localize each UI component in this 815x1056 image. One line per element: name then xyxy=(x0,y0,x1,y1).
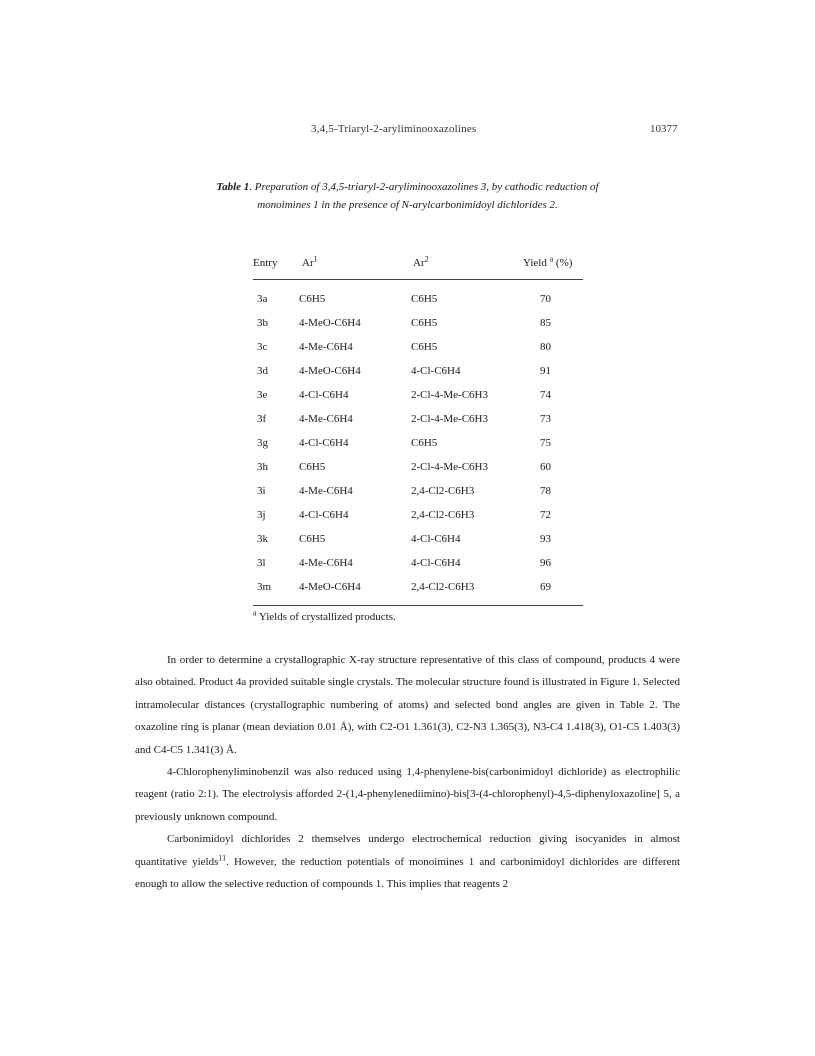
cell-entry: 3e xyxy=(257,389,268,401)
cell-ar2: 2,4-Cl2-C6H3 xyxy=(411,509,475,521)
table-row xyxy=(253,289,583,313)
body-text xyxy=(135,649,680,895)
paragraph-3-end: . However, the reduction potentials of monoimines 1 and carbonimidoyl dichlorides are different enough to allow the selective reduction of compounds 1. This implies that reagents 2 xyxy=(135,855,681,891)
cell-entry: 3h xyxy=(257,461,268,473)
cell-ar2: 2,4-Cl2-C6H3 xyxy=(411,581,475,593)
cell-ar2: C6H5 xyxy=(411,293,438,305)
cell-yield: 70 xyxy=(540,293,551,305)
paragraph-3 xyxy=(135,828,680,895)
cell-ar1: 4-Cl-C6H4 xyxy=(299,509,349,521)
cell-ar2: 4-Cl-C6H4 xyxy=(411,533,461,545)
cell-yield: 78 xyxy=(540,485,551,497)
cell-ar1: 4-MeO-C6H4 xyxy=(299,581,361,593)
table-row xyxy=(253,385,583,409)
footnote-text: Yields of crystallized products. xyxy=(258,611,396,623)
table-row xyxy=(253,337,583,361)
table-header-row xyxy=(253,253,583,271)
table-row xyxy=(253,409,583,433)
cell-entry: 3k xyxy=(257,533,268,545)
cell-entry: 3i xyxy=(257,485,266,497)
page-number: 10377 xyxy=(650,123,678,135)
column-header-ar1: Ar$^1$ xyxy=(302,254,318,269)
cell-ar2: C6H5 xyxy=(411,341,438,353)
cell-yield: 91 xyxy=(540,365,551,377)
table-row xyxy=(253,505,583,529)
cell-ar2: 4-Cl-C6H4 xyxy=(411,365,461,377)
cell-yield: 69 xyxy=(540,581,551,593)
cell-entry: 3j xyxy=(257,509,266,521)
table-row xyxy=(253,313,583,337)
cell-ar1: 4-Me-C6H4 xyxy=(299,341,353,353)
cell-ar2: 2,4-Cl2-C6H3 xyxy=(411,485,475,497)
cell-ar2: 2-Cl-4-Me-C6H3 xyxy=(411,413,488,425)
table-row xyxy=(253,553,583,577)
table-top-rule xyxy=(253,279,583,280)
table-body xyxy=(253,289,583,601)
column-header-yield: Yield $^a$ (%) xyxy=(523,254,573,269)
paragraph-1: In order to determine a crystallographic X-ray structure representative of this class of compound, products 4 were also obtained. Product 4a provided suitable single crystals. The molecular structure found is illustrated in Figure 1. Selected intramolecular distances (crystallographic numbering of atoms) and selected bond angles are given in Table 2. The oxazoline ring is planar (mean deviation 0.01 Å), with C2-O1 1.361(3), C2-N3 1.365(3), N3-C4 1.418(3), O1-C5 1.403(3) and C4-C5 1.341(3) Å. xyxy=(135,654,680,756)
cell-ar1: 4-Me-C6H4 xyxy=(299,557,353,569)
table-row xyxy=(253,457,583,481)
cell-entry: 3d xyxy=(257,365,268,377)
cell-yield: 74 xyxy=(540,389,551,401)
cell-ar1: 4-MeO-C6H4 xyxy=(299,365,361,377)
table-row xyxy=(253,577,583,601)
paragraph-3-start: Carbonimidoyl dichlorides 2 themselves undergo electrochemical reduction giving isocyanides in almost quantitative yields xyxy=(135,833,680,868)
cell-yield: 96 xyxy=(540,557,551,569)
column-header-entry: Entry xyxy=(253,257,278,269)
cell-entry: 3f xyxy=(257,413,267,425)
cell-ar1: 4-Me-C6H4 xyxy=(299,485,353,497)
table-caption-label: Table 1 xyxy=(216,181,250,193)
reference-marker: 11 xyxy=(218,853,227,862)
table-row xyxy=(253,361,583,385)
cell-yield: 80 xyxy=(540,341,551,353)
cell-entry: 3l xyxy=(257,557,266,569)
cell-ar1: 4-Cl-C6H4 xyxy=(299,389,349,401)
cell-yield: 75 xyxy=(540,437,551,449)
cell-ar1: 4-MeO-C6H4 xyxy=(299,317,361,329)
cell-entry: 3c xyxy=(257,341,268,353)
table-row xyxy=(253,433,583,457)
cell-ar1: C6H5 xyxy=(299,461,326,473)
cell-ar1: 4-Me-C6H4 xyxy=(299,413,353,425)
cell-entry: 3g xyxy=(257,437,268,449)
table-caption-text: . Preparation of 3,4,5-triaryl-2-aryliminooxazolines 3, by cathodic reduction of monoimines 1 in the presence of N-arylcarbonimidoyl dichlorides 2. xyxy=(249,181,599,211)
column-header-ar2: Ar$^2$ xyxy=(413,254,429,269)
table-row xyxy=(253,481,583,505)
table-footnote xyxy=(253,608,396,623)
running-header xyxy=(0,123,815,139)
running-title: 3,4,5-Triaryl-2-aryliminooxazolines xyxy=(311,123,477,135)
cell-yield: 60 xyxy=(540,461,551,473)
table-bottom-rule xyxy=(253,605,583,606)
table-row xyxy=(253,529,583,553)
paragraph-2: 4-Chlorophenyliminobenzil was also reduced using 1,4-phenylene-bis(carbonimidoyl dichloride) as electrophilic reagent (ratio 2:1). The electrolysis afforded 2-(1,4-phenylenediimino)-bis[3-(4-chlorophenyl)-4,5-diphenyloxazoline] 5, a previously unknown compound. xyxy=(135,766,680,823)
cell-yield: 72 xyxy=(540,509,551,521)
cell-yield: 73 xyxy=(540,413,551,425)
cell-yield: 93 xyxy=(540,533,551,545)
cell-ar2: C6H5 xyxy=(411,437,438,449)
cell-yield: 85 xyxy=(540,317,551,329)
cell-entry: 3a xyxy=(257,293,268,305)
cell-entry: 3b xyxy=(257,317,268,329)
cell-ar2: 2-Cl-4-Me-C6H3 xyxy=(411,461,488,473)
cell-ar2: 2-Cl-4-Me-C6H3 xyxy=(411,389,488,401)
footnote-marker: a xyxy=(253,608,257,618)
yield-table xyxy=(253,253,583,593)
cell-ar1: 4-Cl-C6H4 xyxy=(299,437,349,449)
table-caption xyxy=(200,178,615,214)
cell-ar1: C6H5 xyxy=(299,533,326,545)
cell-ar2: C6H5 xyxy=(411,317,438,329)
cell-ar2: 4-Cl-C6H4 xyxy=(411,557,461,569)
cell-entry: 3m xyxy=(257,581,272,593)
cell-ar1: C6H5 xyxy=(299,293,326,305)
